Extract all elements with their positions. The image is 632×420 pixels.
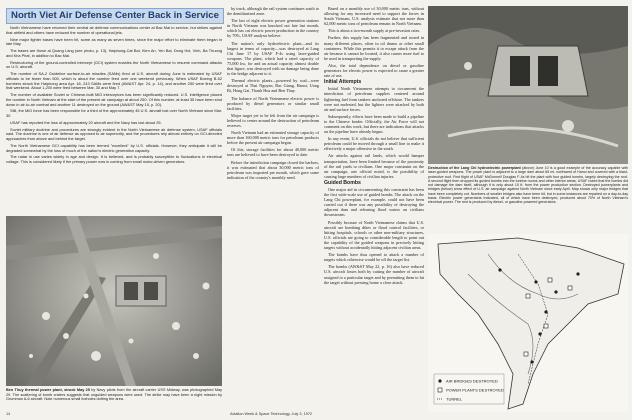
paragraph: North Vietnamese have returned their central air defense communications center at Bac Mai to service, but strikes against that airfield and others have reduced the number of operational jets. [6, 26, 222, 35]
paragraph: Possibly because of North Vietnamese claims that U.S. aircraft are bombing dikes or flood control facilities, or hitting hospitals, schools or other non-military structures, U.S. officials are going to considerable length to point out the capability of the guided weapons in precisely hitting targets without accidentally hitting adjacent civilian areas. [324, 219, 424, 251]
paragraph: The North Vietnamese GCI capability has been termed "excellent" by U.S. officials. However, they anticipate it will be degraded somewhat by the loss of much of the nation's electric generation capacity. [6, 142, 222, 153]
legend-bridges: AIR BRIDGES DESTROYED [446, 378, 498, 384]
paragraph: Air attacks against rail lands, which would hamper transportation, have been limited because of the proximity of the rail yards to civilians. One major constraint on the air campaign, one official noted, is the possibility of causing large numbers of civilian injuries. [324, 153, 424, 179]
paragraph: North Vietnam had an estimated storage capacity of more than 160,000 metric tons for petroleum products before the present air campaign began. [227, 130, 319, 146]
north-vietnam-map [428, 234, 628, 412]
paragraph: The number of SA-2 Guideline surface-to-air missiles (SAMs) fired at U.S. aircraft during June is estimated by USAF officials to be fewer than 500, which is about the number fired over one weekend previously. When USAF Boeing B-52 bombers struck the Haiphong area Apr. 16, 243 SAMs were fired (AW&ST Apr. 24, p. 14), and another 250 were fired over that weekend. About 1,200 were fired between Mar. 30 and May 7. [6, 71, 222, 91]
lang-chi-aerial-photo [428, 6, 628, 164]
paragraph: This is about a two-month supply at pre-invasion rates. [328, 28, 421, 34]
publication-footer: Aviation Week & Space Technology, July 3, 1972 [230, 412, 313, 416]
paragraph: Major target yet to be felt from the air campaign is believed to center around the destruction of petroleum reserves. [227, 112, 319, 128]
column-2 [227, 6, 319, 206]
paragraph: The bases are those at Quang Lang (see photo, p. 13), Haiphong-Cat Bai, Kien An, Yen Bai, Dong Hoi, Vinh, Ba Thuong and Kha Phat, in addition to Bac Mai. [6, 48, 222, 58]
guided-bombs-subhead: Guided Bombs [324, 179, 361, 186]
lang-chi-caption-bold: Destruction of the Lang Chi hydroelectric powerplant [428, 166, 521, 170]
page-number: 14 [6, 412, 11, 416]
headline-box [6, 8, 224, 24]
paragraph: Soviet military doctrine and procedures are strongly evident in the North Vietnamese air defense system, USAF officials said. The doctrine is one of air defense as opposed to air superiority, and the procedures rely almost entirely on GCI-directed approaches from above and behind the target. [6, 126, 222, 141]
column-3 [324, 6, 424, 412]
paragraph: The number of available Soviet or Chinese-built MiG interceptors has been significantly reduced. U.S. intelligence placed the number in North Vietnam at the start of the present air campaign at about 250. Of this number, at least 35 have been shot down in air-to-air combat and another 11 destroyed on the ground (AW&ST May 15, p. 20). [6, 92, 222, 107]
paragraph: Restructuring of the ground-controlled intercept (GCI) system enables the North Vietnamese to resume command attacks on U.S. aircraft. [6, 59, 222, 70]
paragraph: The radar in use varies widely in age and design. It is believed, and is probably susceptible to fluctuations in electrical voltage. This is considered likely if the primary power now is coming from small motor-driven generators. [6, 154, 222, 164]
paragraph: Nine major fighter bases have been hit, some as many as seven times, since the major effort to eliminate them began in late May. [6, 36, 222, 47]
map-legend [434, 374, 504, 404]
paragraph: The bombs have thus opened to attack a number of targets which otherwise would be off the target list. [324, 252, 424, 263]
paragraph: Based on a monthly use of 30,000 metric tons, without allowing for any increased need to support the forces in South Vietnam, U.S. analysts estimate that not more than 62,000 metric tons of petroleum remain in North Vietnam. [324, 6, 424, 27]
map-graphic [428, 234, 628, 412]
paragraph: Still, the MiG force has been responsible for a third of the approximately 45 U.S. aircraft lost over North Vietnam since Mar. 30. [6, 108, 222, 118]
paragraph: The nation's only hydroelectric plant—and its largest in terms of capacity—was destroyed at Lang Chi June 17 by USAF F-4s using laser-guided weapons. The plant, which had a rated capacity of 75,000 kw, for and an actual capacity almost double that figure, was destroyed with no damage being done to the bridge adjacent to it. [227, 40, 319, 77]
paragraph: The bombs (AW&ST May 22, p. 16) also have reduced U.S. aircraft losses both by cutting the number of aircraft assigned to a particular target and by permitting them to hit the target without pressing home a close attack. [324, 264, 424, 285]
paragraph: Thermal electric plants—powered by coal—were destroyed at Thai Nguyen, Bac Giang, Hanoi, Uong Bi, Hong Gai, Thanh Hoa and Ben Thuy. [227, 78, 319, 94]
paragraph: Further, this supply has been fragmented and stored in many different places, often in oil drums or other small containers. While this permits it to escape attack from the air because it cannot be located, it also causes more fuel to be used in transporting the supply. [324, 35, 424, 61]
ben-thuy-caption [6, 388, 222, 402]
aerial-photo-graphic [6, 216, 222, 386]
paragraph: Subsequently, efforts have been made to build a pipeline to the Chinese border. Officially, the Air Force will not comment on this work, but there are indications that attacks on the pipeline have already begun. [324, 113, 424, 135]
lang-chi-caption-text: (above) June 10 is a good example of the accuracy capable with laser-guided weapons. The power plant is adjacent to a large dam about 65 mi. northwest of Hanoi and covered with a blast-protective roof. First flight of USAF McDonnell Douglas F-4s hit the plant with four guided bombs, largely destroying the roof. A second flight then dropped its guided bombs into the turbine rooms and other interior areas. USAF noted that the bombs did not damage the dam itself, although it is only about 10 ft. from the power production section. Destroyed powerplants and bridges (below) show effect of U.S. air campaign against North Vietnam since early April. Map shows only major bridges that have been completely cut. Numbers of smaller bridges also have been hit, but in some instances are repaired on a day-to-day basis. Electric power generators indicated, all of which have been destroyed, produced about 70% of North Vietnam's electrical power. The rest is produced by diesel- or gasoline-powered generators. [428, 166, 629, 205]
column-3-part-b [324, 86, 424, 179]
paragraph: Also, the total dependence on diesel or gasoline generators for electric power is expected to cause a greater rate of use. [324, 62, 424, 79]
paragraph: USAF has reported the loss of approximately 20 aircraft and the Navy has lost about 25. [10, 119, 162, 125]
paragraph: Initial North Vietnamese attempts to circumvent the interdiction of petroleum supplies centered around lightering fuel from tankers anchored offshore. The tankers were not molested, but the lighters were attacked by both air and surface forces. [324, 86, 424, 112]
paragraph: The last of eight electric power generation stations in North Vietnam was knocked out late last month, which has cut electric power production in the country by 70%, USAF analysts believe. [227, 18, 319, 39]
paragraph: Before the interdiction campaign closed the harbors, it was estimated that about 30,000 metric tons of petroleum was imported per month, which gave some indication of the country's monthly need. [227, 159, 319, 180]
column-3-part-a [324, 6, 424, 78]
headline: North Viet Air Defense Center Back in Service [11, 10, 219, 21]
paragraph: The balance of North Vietnamese electric power is produced by diesel generators or similar small facilities. [227, 95, 319, 111]
paragraph: One major aid in circumventing this constraint has been the first wide-scale use of guided bombs. The attack on the Lang Chi powerplant, for example, could not have been carried out if there was any possibility of destroying the adjacent dam and releasing flood waters on civilians downstream. [324, 187, 424, 218]
legend-tunnel: TUNNEL [446, 396, 463, 402]
paragraph: by truck, although the rail system continues south to the demilitarized zone. [227, 6, 319, 17]
column-1 [6, 26, 222, 212]
ben-thuy-caption-bold: Ben Thuy thermal power plant, struck May 25 [6, 388, 90, 392]
lang-chi-photo-graphic [428, 6, 628, 164]
lang-chi-caption [428, 166, 628, 205]
legend-power-plants: POWER PLANTS DESTROYED [446, 387, 504, 393]
column-3-part-c [324, 187, 424, 285]
ben-thuy-aerial-photo [6, 216, 222, 386]
ben-thuy-caption-text: by Navy pilots from the aircraft carrier USS Midway, was photographed May 29. The scattering of bomb craters suggests that unguided weapons were used. The strike may have been a night mission by Grumman A-6 aircraft. Note numerous small foxholes dotting the area. [6, 388, 222, 402]
initial-attempts-subhead: Initial Attempts [324, 79, 362, 86]
paragraph: Of this, storage facilities for about 40,000 metric tons are believed to have been destroyed to date. [227, 147, 319, 158]
paragraph: In any event, U.S. officials do not believe that sufficient petroleum could be moved through a small line to make it effectively a major offensive in the south. [324, 136, 424, 152]
